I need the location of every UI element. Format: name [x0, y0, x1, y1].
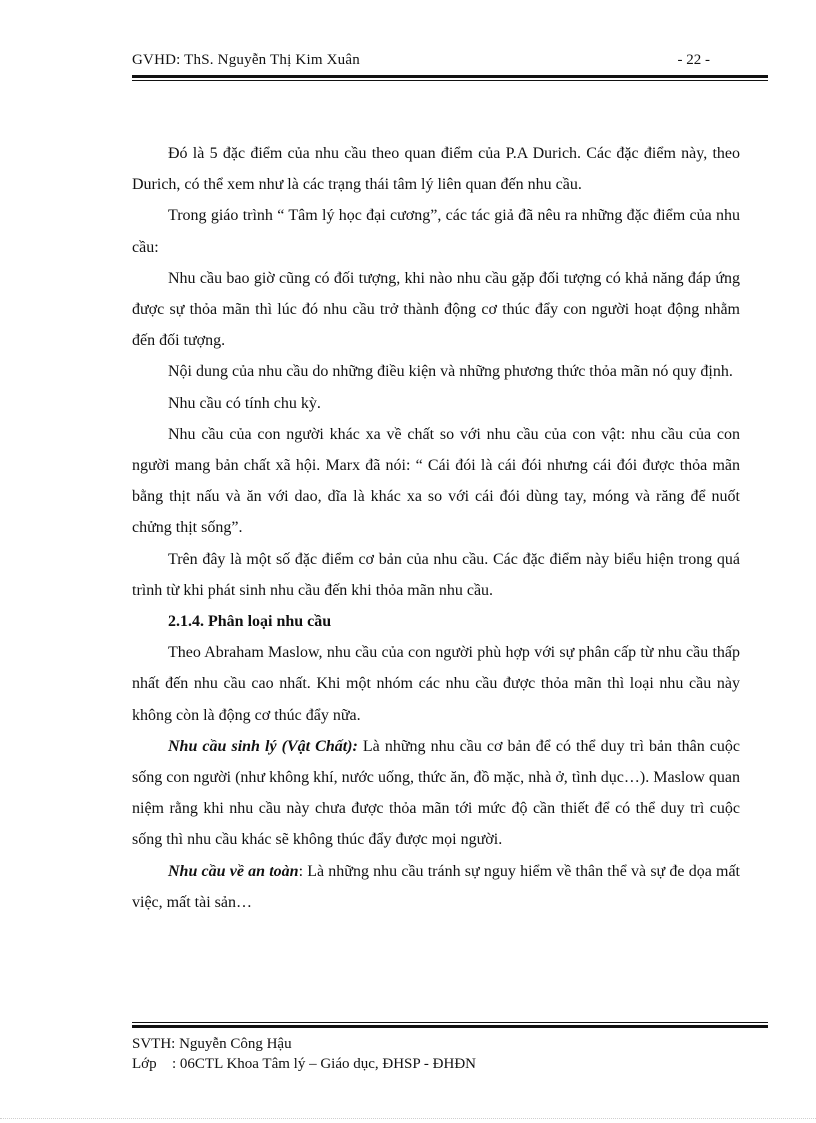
paragraph: Trên đây là một số đặc điểm cơ bản của nhu cầu. Các đặc điểm này biểu hiện trong quá trình từ khi phát sinh nhu cầu đến khi thỏa mãn nhu cầu.: [132, 550, 740, 599]
page-edge-divider: [0, 1118, 816, 1119]
header-rule-thick: [132, 75, 768, 78]
footer-rule-thin: [132, 1022, 768, 1023]
header-advisor: GVHD: ThS. Nguyễn Thị Kim Xuân: [132, 52, 360, 68]
page-header: [132, 52, 768, 82]
paragraph: Nhu cầu bao giờ cũng có đối tượng, khi nào nhu cầu gặp đối tượng có khả năng đáp ứng được sự thỏa mãn thì lúc đó nhu cầu trở thành động cơ thúc đẩy con người hoạt động nhằm đến đối tượng.: [132, 269, 740, 350]
paragraph: Nhu cầu có tính chu kỳ.: [168, 394, 321, 412]
footer-student: SVTH: Nguyễn Công Hậu: [132, 1036, 292, 1052]
paragraph-physiological-needs: [132, 731, 740, 856]
paragraph-text: Là những nhu cầu cơ bản để có thể duy trì bản thân cuộc sống con người (như không khí, nước uống, thức ăn, đồ mặc, nhà ở, tình dục…). Maslow quan niệm rằng khi nhu cầu này chưa được thỏa mãn tới mức độ cần thiết để có thể duy trì cuộc sống thì nhu cầu khác sẽ không thúc đẩy được mọi người.: [132, 737, 741, 849]
page-footer: [132, 1022, 768, 1074]
term-safety-needs: Nhu cầu về an toàn: [168, 862, 299, 880]
paragraph-text: : Là những nhu cầu tránh sự nguy hiểm về thân thể và sự đe dọa mất việc, mất tài sản…: [132, 862, 741, 911]
paragraph: Theo Abraham Maslow, nhu cầu của con người phù hợp với sự phân cấp từ nhu cầu thấp nhất đến nhu cầu cao nhất. Khi một nhóm các nhu cầu được thỏa mãn thì loại nhu cầu này không còn là động cơ thúc đẩy nữa.: [132, 644, 740, 724]
footer-class: [132, 1054, 768, 1074]
paragraph: Nội dung của nhu cầu do những điều kiện và những phương thức thỏa mãn nó quy định.: [168, 363, 733, 381]
paragraph: Đó là 5 đặc điểm của nhu cầu theo quan điểm của P.A Durich. Các đặc điểm này, theo Durich, có thể xem như là các trạng thái tâm lý liên quan đến nhu cầu.: [132, 145, 740, 194]
document-body: [132, 138, 740, 918]
paragraph-safety-needs: [132, 856, 740, 918]
footer-rule-thick: [132, 1025, 768, 1028]
term-physiological-needs: Nhu cầu sinh lý (Vật Chất):: [168, 737, 358, 755]
footer-class-label: Lớp: [132, 1056, 157, 1072]
page-number: - 22 -: [677, 52, 710, 68]
footer-class-value: : 06CTL Khoa Tâm lý – Giáo dục, ĐHSP - ĐHĐN: [172, 1056, 476, 1072]
header-rule-thin: [132, 80, 768, 81]
paragraph: Trong giáo trình “ Tâm lý học đại cương”, các tác giả đã nêu ra những đặc điểm của nhu cầu:: [132, 207, 740, 256]
paragraph: Nhu cầu của con người khác xa về chất so với nhu cầu của con vật: nhu cầu của con người mang bản chất xã hội. Marx đã nói: “ Cái đói là cái đói nhưng cái đói được thỏa mãn bằng thịt nấu và ăn với dao, dĩa là khác xa so với cái đói dùng tay, móng và răng để nuốt chửng thịt sống”.: [132, 425, 740, 537]
section-heading: 2.1.4. Phân loại nhu cầu: [168, 613, 332, 631]
